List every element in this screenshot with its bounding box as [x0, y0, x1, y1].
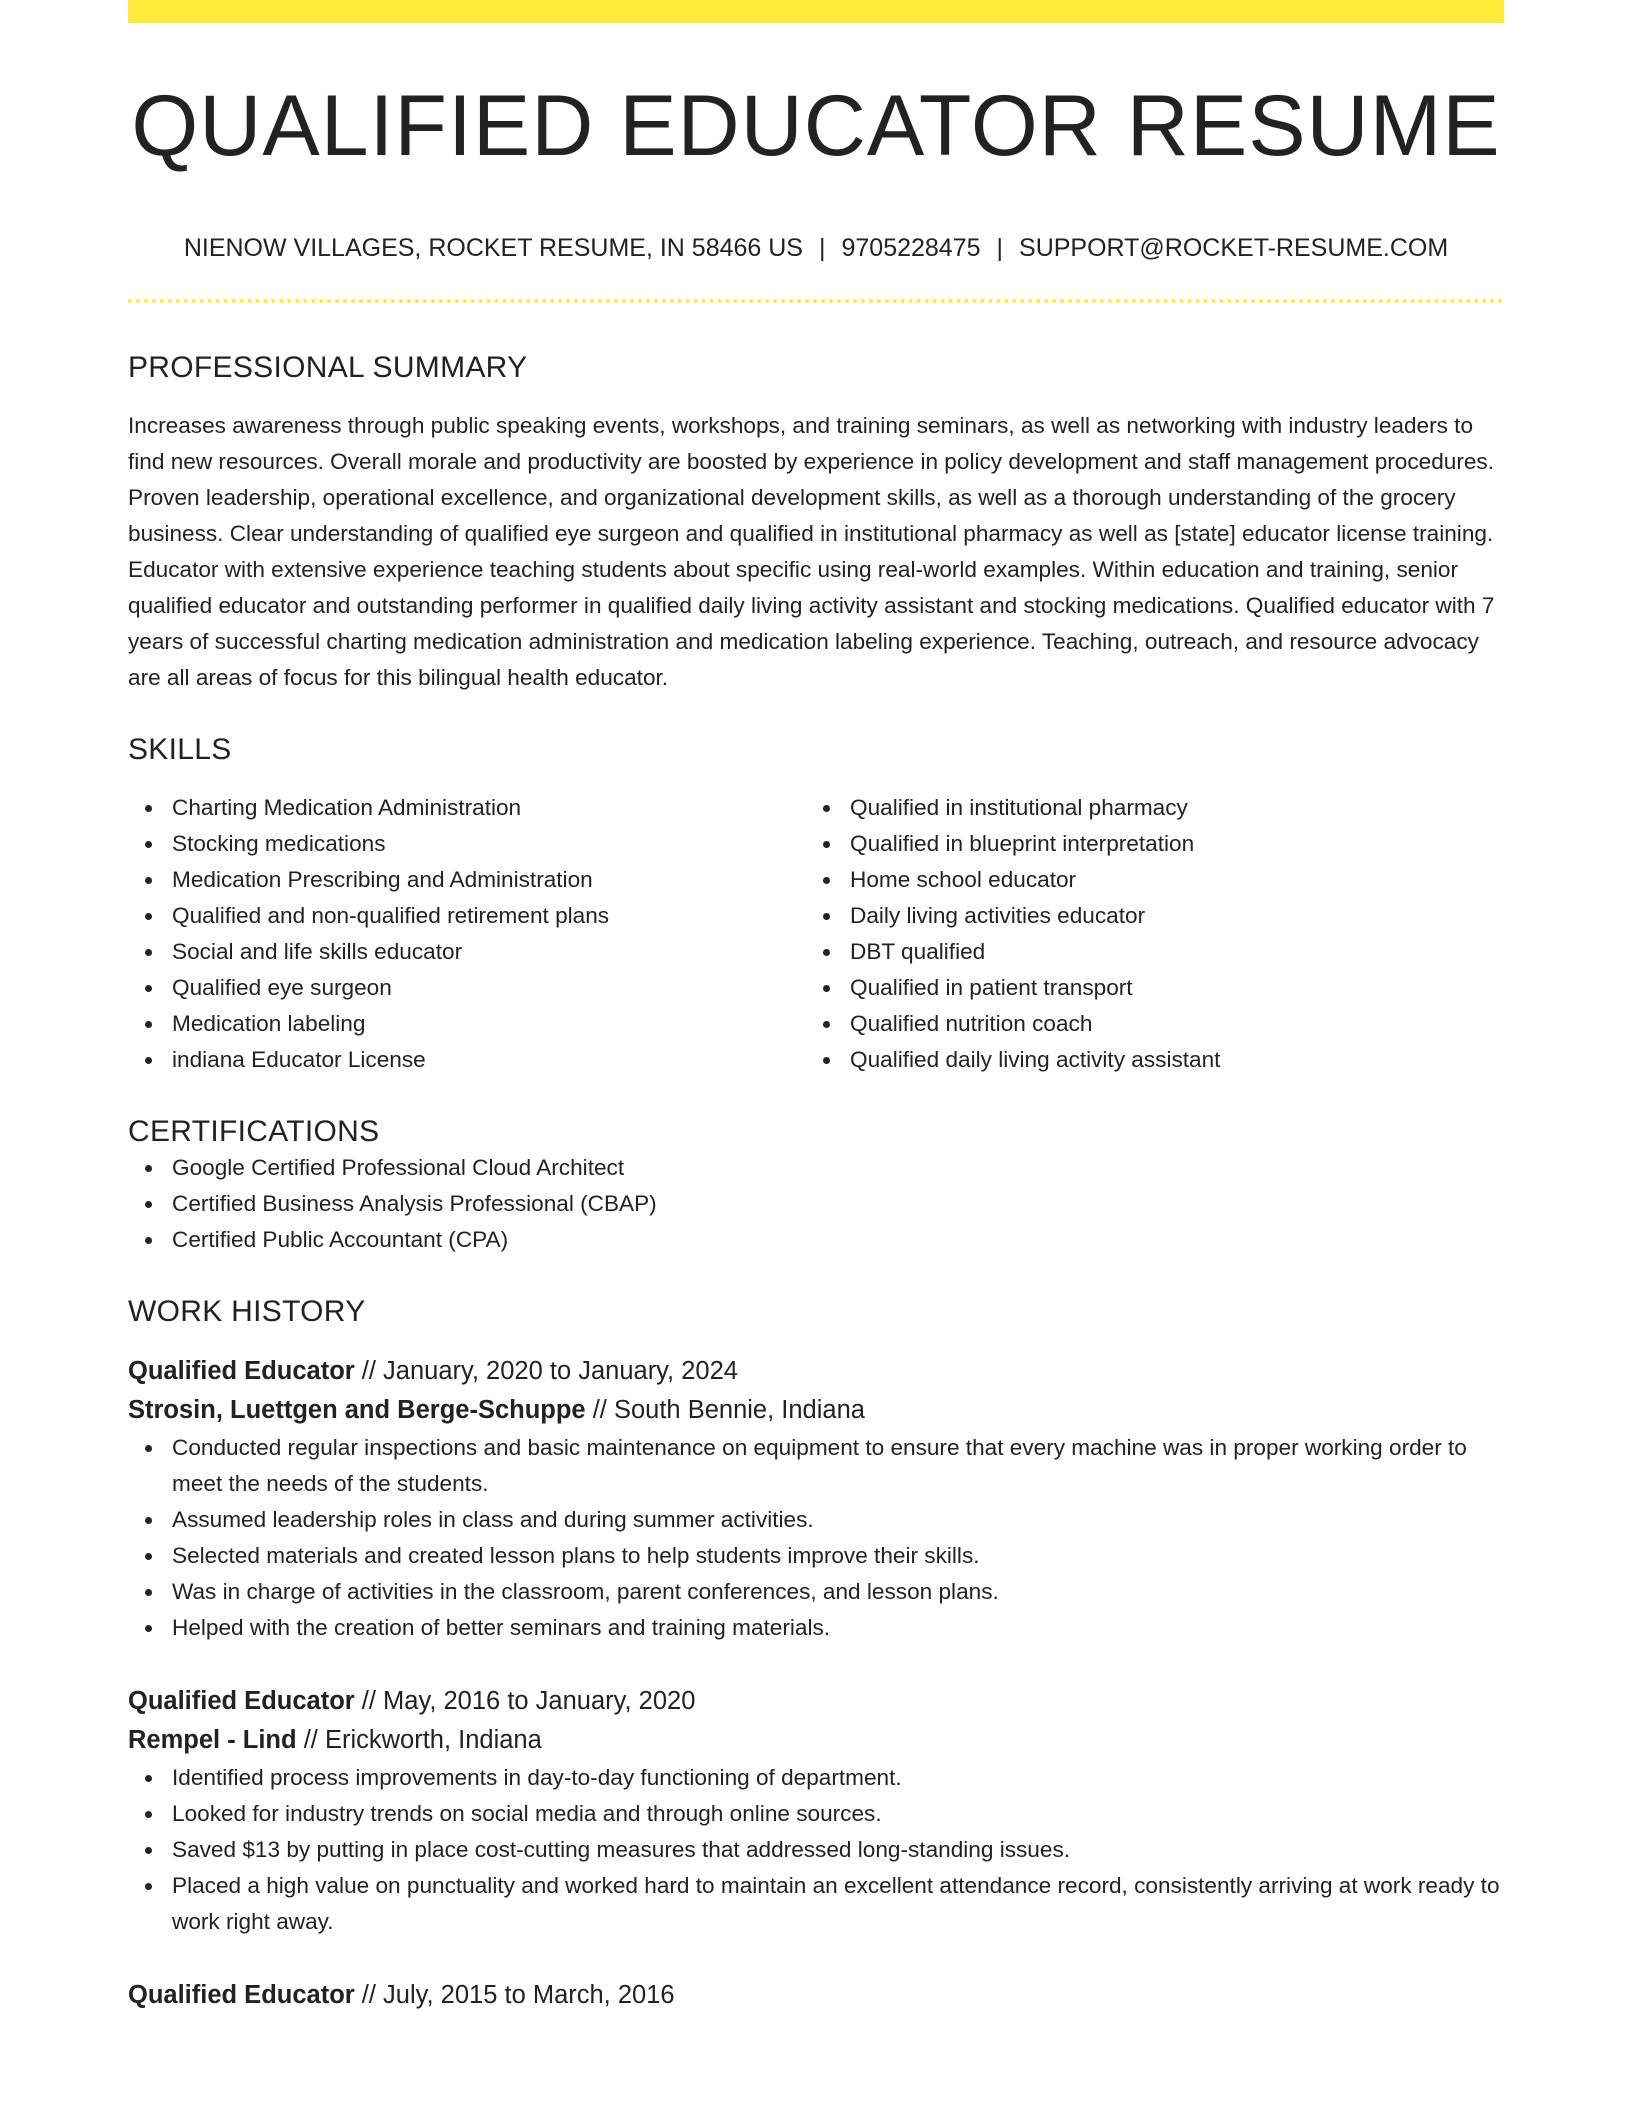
skill-item: Qualified in blueprint interpretation — [850, 826, 1484, 862]
skills-list-left — [128, 790, 806, 1078]
job-duty: Looked for industry trends on social media and through online sources. — [172, 1796, 1504, 1832]
summary-text: Increases awareness through public speaking events, workshops, and training seminars, as well as networking with industry leaders to find new resources. Overall morale and productivity are boosted by experience in policy development and staff management procedures. Proven leadership, operational excellence, and organizational development skills, as well as a thorough understanding of the grocery business. Clear understanding of qualified eye surgeon and qualified in institutional pharmacy as well as [state] educator license training. Educator with extensive experience teaching students about specific using real-world examples. Within education and training, senior qualified educator and outstanding performer in qualified daily living activity assistant and stocking medications. Qualified educator with 7 years of successful charting medication administration and medication labeling experience. Teaching, outreach, and resource advocacy are all areas of focus for this bilingual health educator. — [128, 413, 1495, 690]
skills-column-left — [128, 790, 806, 1078]
skill-item: Qualified nutrition coach — [850, 1006, 1484, 1042]
certifications-list — [128, 1150, 1504, 1258]
job-title: Qualified Educator — [128, 1981, 355, 2009]
job-title-line — [128, 1976, 1504, 2015]
page-title: QUALIFIED EDUCATOR RESUME — [131, 78, 1501, 174]
job-company: Strosin, Luettgen and Berge-Schuppe — [128, 1396, 586, 1424]
summary-heading: PROFESSIONAL SUMMARY — [128, 351, 528, 384]
job-title: Qualified Educator — [128, 1687, 355, 1715]
job-dates: // July, 2015 to March, 2016 — [361, 1981, 675, 2009]
accent-bar — [128, 0, 1504, 23]
contact-separator: | — [996, 234, 1004, 262]
dotted-divider — [128, 299, 1504, 303]
skill-item: Home school educator — [850, 862, 1484, 898]
contact-line — [128, 233, 1504, 263]
certification-item: Certified Business Analysis Professional (CBAP) — [172, 1186, 1504, 1222]
skills-list-right — [806, 790, 1484, 1078]
skill-item: Social and life skills educator — [172, 934, 806, 970]
skills-column-right — [806, 790, 1484, 1078]
job-duty: Identified process improvements in day-to-day functioning of department. — [172, 1760, 1504, 1796]
skill-item: indiana Educator License — [172, 1042, 806, 1078]
job-duty: Placed a high value on punctuality and worked hard to maintain an excellent attendance record, consistently arriving at work ready to work right away. — [172, 1868, 1504, 1940]
skill-item: Medication labeling — [172, 1006, 806, 1042]
skill-item: Qualified in patient transport — [850, 970, 1484, 1006]
skill-item: Qualified daily living activity assistant — [850, 1042, 1484, 1078]
skills-heading: SKILLS — [128, 733, 232, 766]
job-dates: // May, 2016 to January, 2020 — [361, 1687, 696, 1715]
job-dates: // January, 2020 to January, 2024 — [361, 1357, 738, 1385]
skill-item: Qualified eye surgeon — [172, 970, 806, 1006]
job-duties-list — [128, 1760, 1504, 1940]
job-location: // Erickworth, Indiana — [303, 1726, 542, 1754]
certifications-heading: CERTIFICATIONS — [128, 1115, 380, 1148]
contact-separator: | — [818, 234, 826, 262]
job-duty: Was in charge of activities in the classroom, parent conferences, and lesson plans. — [172, 1574, 1504, 1610]
contact-phone: 9705228475 — [841, 234, 981, 262]
skill-item: Medication Prescribing and Administration — [172, 862, 806, 898]
skill-item: Qualified and non-qualified retirement plans — [172, 898, 806, 934]
job-title-line — [128, 1682, 1504, 1721]
contact-address: NIENOW VILLAGES, ROCKET RESUME, IN 58466 US — [183, 234, 803, 262]
job-company-line — [128, 1721, 1504, 1760]
work-history-heading: WORK HISTORY — [128, 1295, 366, 1328]
job-duty: Saved $13 by putting in place cost-cutting measures that addressed long-standing issues. — [172, 1832, 1504, 1868]
job-title: Qualified Educator — [128, 1357, 355, 1385]
skill-item: Stocking medications — [172, 826, 806, 862]
contact-email: SUPPORT@ROCKET-RESUME.COM — [1019, 234, 1449, 262]
job-entry — [128, 1682, 1504, 1940]
job-duty: Assumed leadership roles in class and during summer activities. — [172, 1502, 1504, 1538]
skill-item: Qualified in institutional pharmacy — [850, 790, 1484, 826]
job-duty: Helped with the creation of better seminars and training materials. — [172, 1610, 1504, 1646]
certification-item: Google Certified Professional Cloud Architect — [172, 1150, 1504, 1186]
skill-item: Daily living activities educator — [850, 898, 1484, 934]
job-duty: Selected materials and created lesson plans to help students improve their skills. — [172, 1538, 1504, 1574]
job-company-line — [128, 1391, 1504, 1430]
job-duty: Conducted regular inspections and basic maintenance on equipment to ensure that every machine was in proper working order to meet the needs of the students. — [172, 1430, 1504, 1502]
job-entry — [128, 1976, 1504, 2015]
job-title-line — [128, 1352, 1504, 1391]
job-duties-list — [128, 1430, 1504, 1646]
skill-item: DBT qualified — [850, 934, 1484, 970]
skills-grid — [128, 790, 1504, 1078]
job-company: Rempel - Lind — [128, 1726, 297, 1754]
job-location: // South Bennie, Indiana — [592, 1396, 865, 1424]
skill-item: Charting Medication Administration — [172, 790, 806, 826]
job-entry — [128, 1352, 1504, 1646]
resume-page — [128, 0, 1504, 2112]
certification-item: Certified Public Accountant (CPA) — [172, 1222, 1504, 1258]
